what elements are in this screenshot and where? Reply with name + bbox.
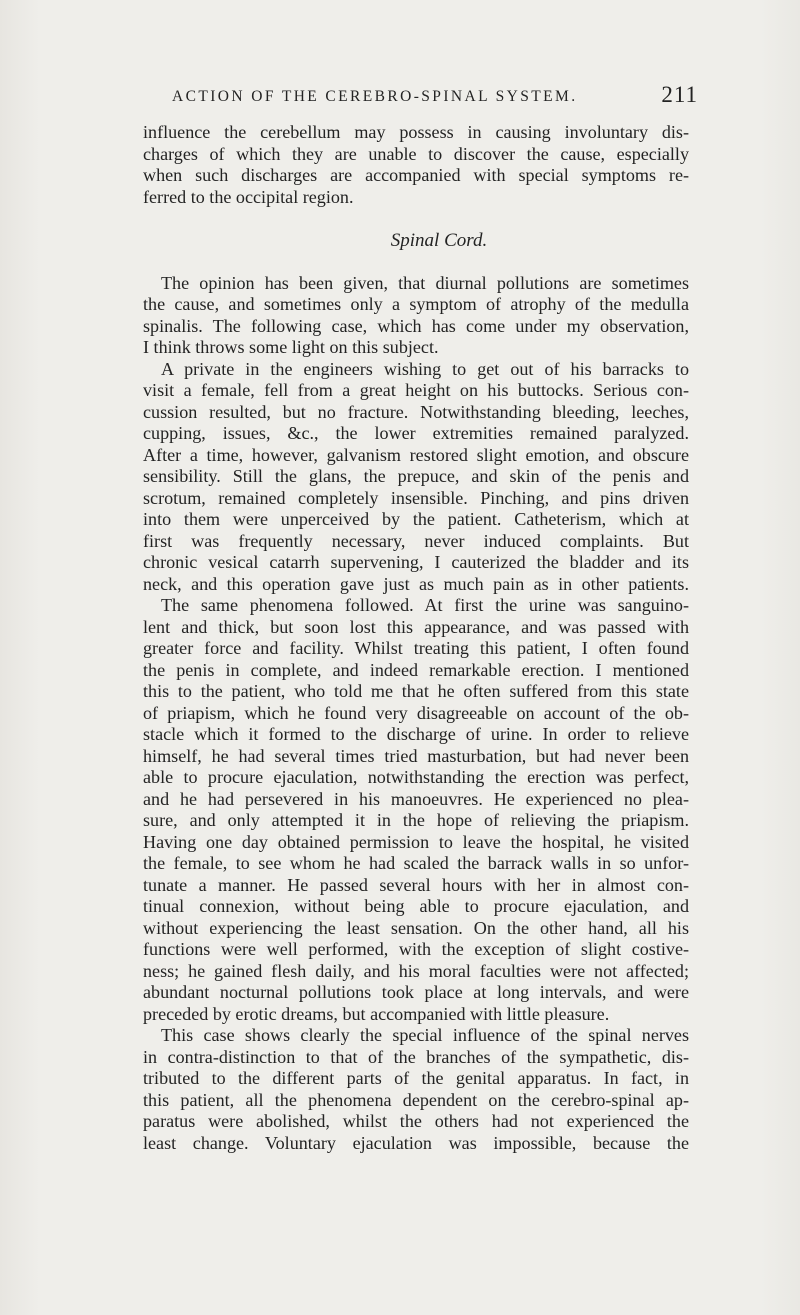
paragraph-1 <box>143 122 689 208</box>
text-line: the female, to see whom he had scaled the barrack walls in so unfor- <box>143 853 689 873</box>
text-line: the cause, and sometimes only a symptom of atrophy of the medulla <box>143 294 689 314</box>
paragraph-3 <box>143 359 689 1026</box>
text-line: lent and thick, but soon lost this appearance, and was passed with <box>143 616 689 637</box>
text-line: preceded by erotic dreams, but accompanied with little pleasure. <box>143 1003 610 1024</box>
text-line: charges of which they are unable to discover the cause, especially <box>143 143 689 164</box>
text-line: the penis in complete, and indeed remarkable erection. I mentioned <box>143 659 689 680</box>
text-line: ness; he gained flesh daily, and his moral faculties were not affected; <box>143 960 689 981</box>
text-line: this patient, all the phenomena dependent on the cerebro-spinal ap- <box>143 1089 689 1110</box>
text-line: stacle which it formed to the discharge of urine. In order to relieve <box>143 724 689 744</box>
text-line: tributed to the different parts of the genital apparatus. In fact, in <box>143 1068 689 1088</box>
text-line: scrotum, remained completely insensible. Pinching, and pins driven <box>143 487 689 508</box>
running-head: ACTION OF THE CEREBRO-SPINAL SYSTEM. <box>172 88 578 105</box>
text-line: when such discharges are accompanied with special symptoms re- <box>143 165 689 185</box>
text-line: The opinion has been given, that diurnal pollutions are sometimes <box>161 272 689 293</box>
text-line: functions were well performed, with the exception of slight costive- <box>143 939 689 959</box>
text-line: After a time, however, galvanism restored slight emotion, and obscure <box>143 444 689 465</box>
text-line: influence the cerebellum may possess in causing involuntary dis- <box>143 122 689 142</box>
text-line: and he had persevered in his manoeuvres. He experienced no plea- <box>143 788 689 809</box>
text-line: into them were unperceived by the patient. Catheterism, which at <box>143 509 689 529</box>
text-line: Having one day obtained permission to leave the hospital, he visited <box>143 831 689 852</box>
text-line: chronic vesical catarrh supervening, I cauterized the bladder and its <box>143 552 689 572</box>
text-line: tinual connexion, without being able to procure ejaculation, and <box>143 896 689 916</box>
text-line: first was frequently necessary, never induced complaints. But <box>143 530 689 551</box>
text-line: neck, and this operation gave just as much pain as in other patients. <box>143 573 689 594</box>
page-number: 211 <box>661 82 698 107</box>
text-line: least change. Voluntary ejaculation was impossible, because the <box>143 1132 689 1153</box>
text-line: able to procure ejaculation, notwithstanding the erection was perfect, <box>143 767 689 787</box>
text-line: sensibility. Still the glans, the prepuce, and skin of the penis and <box>143 466 689 486</box>
text-line: this to the patient, who told me that he often suffered from this state <box>143 681 689 701</box>
text-line: spinalis. The following case, which has come under my observation, <box>143 315 689 336</box>
text-line: A private in the engineers wishing to get out of his barracks to <box>161 358 689 379</box>
text-line: greater force and facility. Whilst treating this patient, I often found <box>143 638 689 658</box>
paragraph-2 <box>143 273 689 359</box>
text-line: ferred to the occipital region. <box>143 186 354 207</box>
text-line: in contra-distinction to that of the branches of the sympathetic, dis- <box>143 1046 689 1067</box>
page-body <box>143 122 689 1154</box>
text-line: cussion resulted, but no fracture. Notwithstanding bleeding, leeches, <box>143 401 689 422</box>
text-line: tunate a manner. He passed several hours with her in almost con- <box>143 874 689 895</box>
paragraph-4 <box>143 1025 689 1154</box>
page-header <box>172 82 698 116</box>
text-line: This case shows clearly the special influence of the spinal nerves <box>161 1025 689 1045</box>
section-heading: Spinal Cord. <box>390 230 488 251</box>
text-line: paratus were abolished, whilst the others had not experienced the <box>143 1111 689 1131</box>
text-line: abundant nocturnal pollutions took place at long intervals, and were <box>143 982 689 1002</box>
text-line: sure, and only attempted it in the hope of relieving the priapism. <box>143 810 689 830</box>
text-line: of priapism, which he found very disagreeable on account of the ob- <box>143 702 689 723</box>
text-line: cupping, issues, &c., the lower extremities remained paralyzed. <box>143 423 689 443</box>
text-line: himself, he had several times tried masturbation, but had never been <box>143 745 689 766</box>
text-line: The same phenomena followed. At first the urine was sanguino- <box>161 595 689 615</box>
text-line: visit a female, fell from a great height on his buttocks. Serious con- <box>143 380 689 400</box>
text-line: I think throws some light on this subject. <box>143 337 439 357</box>
text-line: without experiencing the least sensation. On the other hand, all his <box>143 917 689 938</box>
